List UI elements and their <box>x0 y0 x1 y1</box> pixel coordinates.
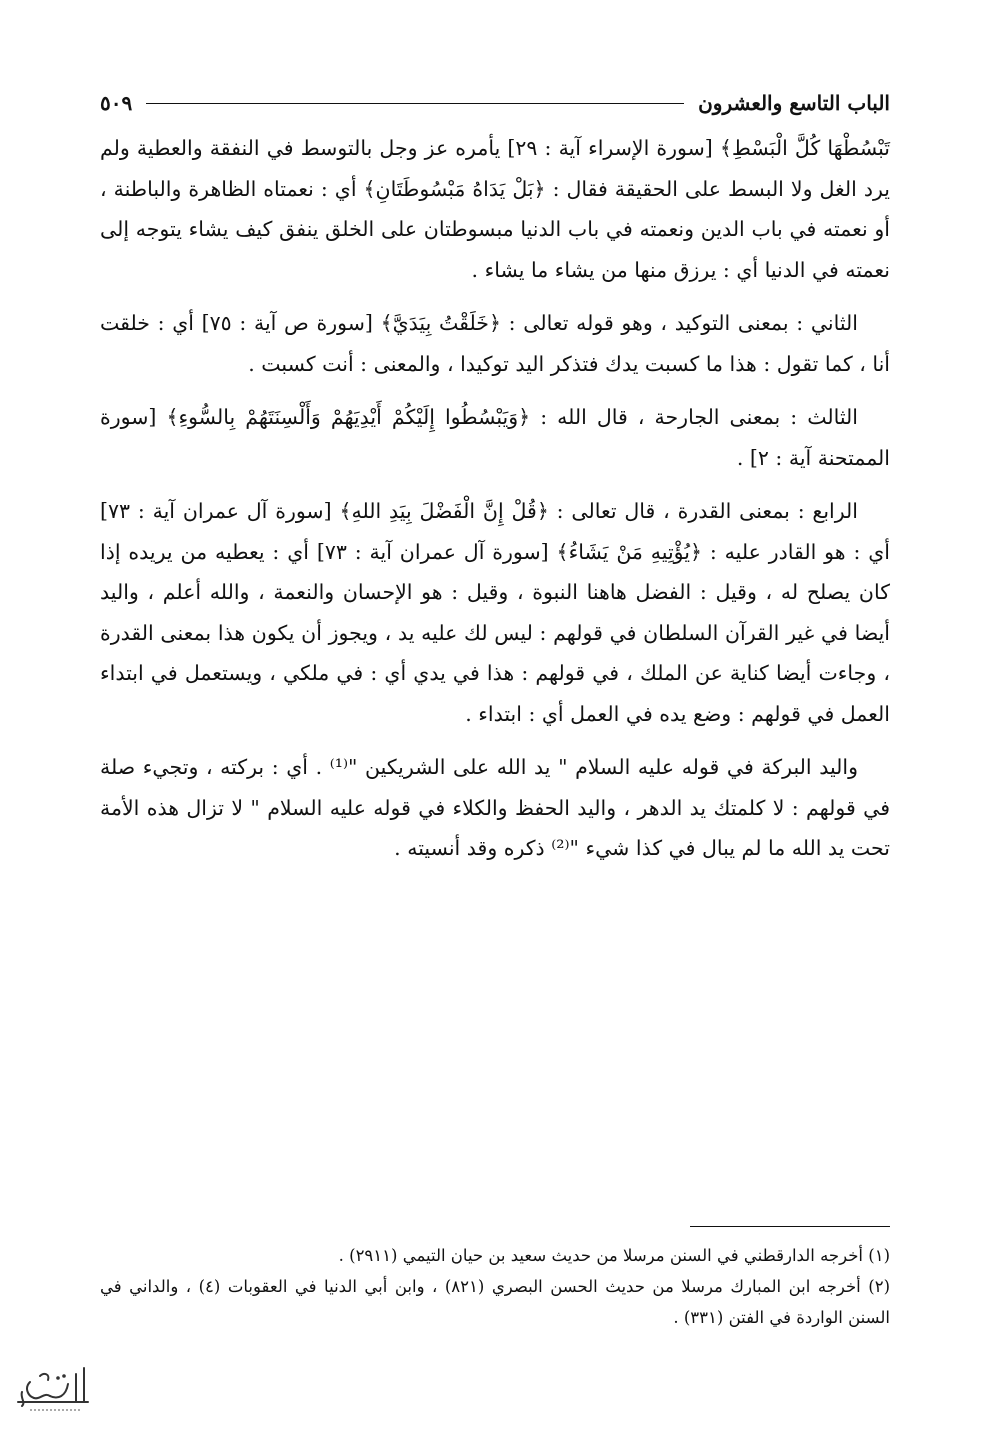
paragraph-5: واليد البركة في قوله عليه السلام " يد الله على الشريكين "⁽¹⁾ . أي : بركته ، وتجيء صلة في قولهم : لا كلمتك يد الدهر ، واليد الحفظ والكلاء في قوله عليه السلام " لا تزال هذه الأمة تحت يد الله ما لم يبال في كذا شيء "⁽²⁾ ذكره وقد أنسيته . <box>100 755 891 860</box>
paragraph-1: تَبْسُطْهَا كُلَّ الْبَسْطِ﴾ [سورة الإسراء آية : ٢٩] يأمره عز وجل بالتوسط في النفقة والعطية ولم يرد الغل ولا البسط على الحقيقة فقال : ﴿بَلْ يَدَاهُ مَبْسُوطَتَانِ﴾ أي : نعمتاه الظاهرة والباطنة ، أو نعمته في باب الدين ونعمته في باب الدنيا مبسوطتان على الخلق ينفق كيف يشاء يتوجه إلى نعمته في الدنيا أي : يرزق منها من يشاء ما يشاء . <box>100 136 891 282</box>
header-rule <box>146 103 684 104</box>
chapter-title: الباب التاسع والعشرون <box>698 91 890 115</box>
paragraph-4: الرابع : بمعنى القدرة ، قال تعالى : ﴿قُلْ إِنَّ الْفَضْلَ بِيَدِ اللهِ﴾ [سورة آل عمران آية : ٧٣] أي : هو القادر عليه : ﴿يُؤْتِيهِ مَنْ يَشَاءُ﴾ [سورة آل عمران آية : ٧٣] أي : يعطيه من يريده إذا كان يصلح له ، وقيل : الفضل هاهنا النبوة ، وقيل : هو الإحسان والنعمة ، والله أعلم ، واليد أيضا في غير القرآن السلطان في قولهم : ليس لك عليه يد ، ويجوز أن يكون هذا بمعنى القدرة ، وجاءت أيضا كناية عن الملك ، في قولهم : هذا في يدي أي : في ملكي ، ويستعمل في ابتداء العمل في قولهم : وضع يده في العمل أي : ابتداء . <box>100 499 890 726</box>
footnotes <box>100 1240 890 1333</box>
footnote-2: (٢) أخرجه ابن المبارك مرسلا من حديث الحسن البصري (٨٢١) ، وابن أبي الدنيا في العقوبات (٤) ، والداني في السنن الواردة في الفتن (٣٣١) . <box>100 1277 891 1327</box>
main-text <box>100 128 890 882</box>
calligraphy-logo-icon <box>10 1362 92 1418</box>
footnote-separator <box>690 1226 890 1227</box>
page-header <box>100 88 890 118</box>
paragraph-3: الثالث : بمعنى الجارحة ، قال الله : ﴿وَيَبْسُطُوا إِلَيْكُمْ أَيْدِيَهُمْ وَأَلْسِنَتَهُمْ بِالسُّوءِ﴾ [سورة الممتحنة آية : ٢] . <box>100 405 890 470</box>
paragraph-2: الثاني : بمعنى التوكيد ، وهو قوله تعالى : ﴿خَلَقْتُ بِيَدَيَّ﴾ [سورة ص آية : ٧٥] أي : خلقت أنا ، كما تقول : هذا ما كسبت يدك فتذكر اليد توكيدا ، والمعنى : أنت كسبت . <box>100 311 890 376</box>
footnote-1: (١) أخرجه الدارقطني في السنن مرسلا من حديث سعيد بن حيان التيمي (٢٩١١) . <box>338 1246 890 1265</box>
page-number: ٥٠٩ <box>100 91 133 115</box>
